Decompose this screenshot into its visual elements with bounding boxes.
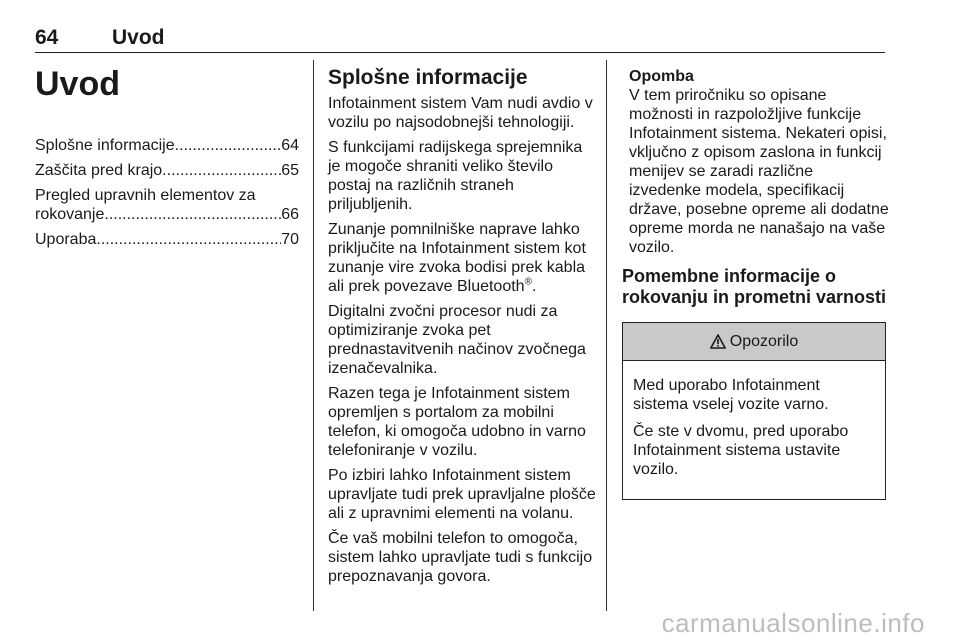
note-block: [622, 67, 889, 257]
notes-column: [622, 67, 889, 500]
toc-entry-label: rokovanje: [35, 206, 105, 223]
column-divider-right: [606, 60, 607, 611]
warning-line: Če ste v dvomu, pred uporabo: [633, 423, 849, 440]
paragraph-line: ali prek povezave Bluetooth®.: [328, 276, 537, 295]
note-line: V tem priročniku so opisane: [629, 87, 827, 104]
paragraph: [328, 302, 596, 378]
toc-page-number: 64: [281, 137, 299, 154]
registered-mark: ®: [524, 276, 532, 288]
warning-line: vozilo.: [633, 461, 679, 478]
paragraph-line: vozilu po najsodobnejši tehnologiji.: [328, 114, 575, 131]
toc-entry[interactable]: [35, 161, 299, 180]
toc-entry-label: Uporaba: [35, 231, 97, 248]
paragraph: [328, 529, 596, 586]
paragraph-line: izenačevalnika.: [328, 360, 438, 377]
toc-dot-leader: [104, 205, 281, 224]
section-body: [328, 94, 596, 586]
toc-dot-leader: [162, 161, 281, 180]
paragraph-line: Zunanje pomnilniške naprave lahko: [328, 221, 580, 238]
paragraph: [328, 466, 596, 523]
paragraph: [328, 220, 596, 296]
note-line: Infotainment sistema. Nekateri opisi,: [629, 125, 887, 142]
paragraph-line: prednastavitvenih načinov zvočnega: [328, 341, 586, 358]
paragraph-line: Razen tega je Infotainment sistem: [328, 385, 570, 402]
toc-dot-leader: [96, 230, 281, 249]
chapter-column: [35, 60, 299, 255]
paragraph-line: priključite na Infotainment sistem kot: [328, 240, 586, 257]
note-title: Opomba: [629, 68, 694, 85]
toc-page-number: 65: [281, 162, 299, 179]
paragraph: [328, 94, 596, 132]
paragraph-line: Infotainment sistem Vam nudi avdio v: [328, 95, 593, 112]
note-line: izvedenke modela, specifikacij: [629, 182, 845, 199]
warning-header: [623, 323, 885, 361]
note-line: vozilo.: [629, 239, 675, 256]
note-line: menijev se zaradi različne: [629, 163, 814, 180]
paragraph-line: S funkcijami radijskega sprejemnika: [328, 139, 583, 156]
paragraph-line: sistem lahko upravljate tudi s funkcijo: [328, 549, 593, 566]
warning-paragraph: [633, 376, 875, 414]
toc-entry-label: Splošne informacije: [35, 137, 175, 154]
subheading-line: rokovanju in prometni varnosti: [622, 287, 887, 307]
page-number: 64: [35, 26, 59, 49]
general-info-column: [328, 65, 596, 592]
paragraph-line: Digitalni zvočni procesor nudi za: [328, 303, 558, 320]
paragraph-line: Po izbiri lahko Infotainment sistem: [328, 467, 571, 484]
section-title: Splošne informacije: [328, 66, 528, 89]
warning-box: [622, 322, 886, 500]
paragraph-line: Če vaš mobilni telefon to omogoča,: [328, 530, 578, 547]
table-of-contents: [35, 136, 299, 249]
toc-dot-leader: [175, 136, 282, 155]
paragraph: [328, 384, 596, 460]
note-line: opreme morda ne nanašajo na vaše: [629, 220, 886, 237]
note-line: vključno z opisom zaslona in funkcij: [629, 144, 882, 161]
paragraph-line: upravljate tudi prek upravljalne plošče: [328, 486, 596, 503]
paragraph: [328, 138, 596, 214]
toc-entry[interactable]: [35, 186, 299, 224]
paragraph-line: priljubljenih.: [328, 196, 413, 213]
warning-paragraph: [633, 422, 875, 479]
running-header-title: Uvod: [112, 26, 165, 49]
paragraph-line: optimiziranje zvoka pet: [328, 322, 491, 339]
subheading-line: Pomembne informacije o: [622, 266, 837, 286]
paragraph-line: ali z upravnimi elementi na volanu.: [328, 505, 574, 522]
warning-body: [623, 361, 885, 499]
safety-subheading: [622, 266, 886, 308]
toc-entry[interactable]: [35, 230, 299, 249]
warning-line: Med uporabo Infotainment: [633, 377, 820, 394]
paragraph-line: je mogoče shraniti veliko število: [328, 158, 553, 175]
paragraph-line: prepoznavanja govora.: [328, 568, 491, 585]
paragraph-line: telefon, ki omogoča udobno in varno: [328, 423, 586, 440]
note-line: možnosti in razpoložljive funkcije: [629, 106, 862, 123]
paragraph-line: telefoniranje v vozilu.: [328, 442, 478, 459]
paragraph-line: postaj na različnih straneh: [328, 177, 514, 194]
toc-entry[interactable]: [35, 136, 299, 155]
warning-line: Infotainment sistema ustavite: [633, 442, 841, 459]
warning-label: Opozorilo: [729, 333, 799, 350]
chapter-title: Uvod: [35, 65, 120, 103]
note-line: države, posebne opreme ali dodatne: [629, 201, 889, 218]
toc-entry-label: Zaščita pred krajo: [35, 162, 163, 179]
column-divider-left: [313, 60, 314, 611]
watermark: carmanualsonline.info: [661, 608, 925, 638]
toc-page-number: 66: [281, 206, 299, 223]
toc-page-number: 70: [281, 231, 299, 248]
warning-triangle-icon: [710, 334, 726, 349]
paragraph-line: opremljen s portalom za mobilni: [328, 404, 554, 421]
toc-entry-text: Pregled upravnih elementov za: [35, 187, 256, 204]
paragraph-line: zunanje vire zvoka bodisi prek kabla: [328, 259, 586, 276]
warning-line: sistema vselej vozite varno.: [633, 396, 829, 413]
header-rule: [35, 52, 885, 53]
